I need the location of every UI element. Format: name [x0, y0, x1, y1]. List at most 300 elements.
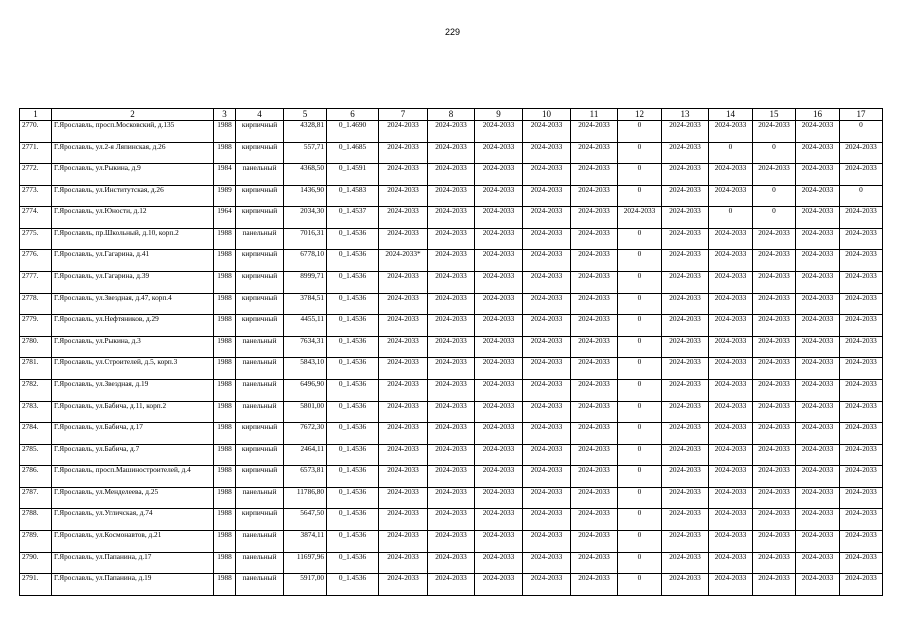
table-cell: 2024-2033 — [662, 142, 709, 164]
column-number-header: 4 — [236, 109, 284, 121]
table-cell: 1988 — [214, 509, 236, 531]
table-cell: Г.Ярославль, ул.Гагарина, д.39 — [52, 272, 214, 294]
table-cell: 1988 — [214, 250, 236, 272]
table-cell: 2024-2033 — [379, 444, 428, 466]
column-number-header: 14 — [709, 109, 753, 121]
table-cell: 7672,30 — [284, 423, 327, 445]
table-cell: 2024-2033 — [840, 272, 883, 294]
table-cell: 2024-2033 — [379, 164, 428, 186]
table-cell: 2024-2033 — [523, 315, 571, 337]
table-cell: 0 — [618, 315, 662, 337]
table-cell: 2024-2033 — [571, 401, 618, 423]
table-cell: Г.Ярославль, ул.Бабича, д.7 — [52, 444, 214, 466]
table-cell: 1436,90 — [284, 185, 327, 207]
table-cell: 2024-2033 — [571, 164, 618, 186]
table-cell: Г.Ярославль, ул.Папанина, д.17 — [52, 552, 214, 574]
table-cell: Г.Ярославль, ул.Институтская, д.26 — [52, 185, 214, 207]
table-cell: 2024-2033 — [475, 164, 523, 186]
table-cell: 2024-2033 — [428, 293, 475, 315]
table-cell: 0_1.4536 — [327, 293, 379, 315]
table-cell: 2024-2033 — [709, 466, 753, 488]
table-row — [20, 272, 883, 294]
table-cell: Г.Ярославль, ул.Рыкина, д.3 — [52, 336, 214, 358]
table-cell: 2024-2033 — [753, 358, 796, 380]
table-cell: 0 — [618, 142, 662, 164]
table-cell: 0 — [840, 185, 883, 207]
table-cell: кирпичный — [236, 272, 284, 294]
table-cell: 2024-2033 — [571, 293, 618, 315]
table-cell: 2024-2033 — [840, 509, 883, 531]
table-cell: 2024-2033 — [840, 315, 883, 337]
table-cell: 2024-2033 — [709, 228, 753, 250]
table-cell: 0_1.4536 — [327, 315, 379, 337]
table-cell: Г.Ярославль, ул.Папанина, д.19 — [52, 574, 214, 596]
table-cell: 2024-2033 — [662, 423, 709, 445]
table-cell: Г.Ярославль, ул.2-я Ляпинская, д.26 — [52, 142, 214, 164]
table-cell: 2024-2033 — [709, 336, 753, 358]
table-cell: 11786,80 — [284, 487, 327, 509]
table-row — [20, 552, 883, 574]
table-cell: 2024-2033 — [571, 272, 618, 294]
table-cell: 2785. — [20, 444, 52, 466]
table-cell: 2778. — [20, 293, 52, 315]
table-cell: 4368,50 — [284, 164, 327, 186]
table-cell: 0 — [753, 207, 796, 229]
table-cell: 0_1.4537 — [327, 207, 379, 229]
table-cell: 2024-2033 — [840, 574, 883, 596]
table-cell: 2024-2033 — [840, 487, 883, 509]
table-cell: 2024-2033 — [379, 466, 428, 488]
table-cell: 2024-2033 — [796, 444, 840, 466]
table-cell: 2024-2033 — [428, 272, 475, 294]
table-cell: 2024-2033 — [379, 487, 428, 509]
table-cell: 3784,51 — [284, 293, 327, 315]
table-cell: 2024-2033 — [753, 250, 796, 272]
table-row — [20, 401, 883, 423]
table-cell: 2024-2033 — [571, 336, 618, 358]
table-cell: 2024-2033 — [571, 574, 618, 596]
table-cell: 2024-2033 — [475, 250, 523, 272]
table-cell: 2024-2033 — [840, 293, 883, 315]
table-cell: 0_1.4536 — [327, 272, 379, 294]
table-cell: 2024-2033 — [796, 552, 840, 574]
table-cell: 0_1.4536 — [327, 487, 379, 509]
table-cell: 6496,90 — [284, 379, 327, 401]
table-cell: 1984 — [214, 164, 236, 186]
table-cell: 7016,31 — [284, 228, 327, 250]
table-cell: 2024-2033 — [379, 228, 428, 250]
table-cell: 2024-2033 — [475, 423, 523, 445]
table-cell: 0 — [618, 552, 662, 574]
column-number-header: 11 — [571, 109, 618, 121]
table-cell: 2024-2033 — [662, 358, 709, 380]
table-cell: 2024-2033 — [753, 444, 796, 466]
table-cell: 2024-2033 — [753, 487, 796, 509]
column-number-header: 15 — [753, 109, 796, 121]
table-cell: 2024-2033 — [709, 293, 753, 315]
table-cell: Г.Ярославль, просп.Московский, д.135 — [52, 121, 214, 143]
column-number-header-row — [20, 109, 883, 121]
table-cell: 2024-2033 — [475, 444, 523, 466]
table-cell: 0 — [618, 358, 662, 380]
table-cell: 2024-2033 — [379, 207, 428, 229]
table-cell: 2024-2033 — [662, 574, 709, 596]
table-cell: 2790. — [20, 552, 52, 574]
table-row — [20, 444, 883, 466]
table-cell: 0 — [618, 250, 662, 272]
table-cell: 2024-2033 — [379, 142, 428, 164]
table-cell: 2024-2033 — [753, 379, 796, 401]
table-cell: 7634,31 — [284, 336, 327, 358]
table-cell: Г.Ярославль, пр.Школьный, д.10, корп.2 — [52, 228, 214, 250]
table-cell: 2024-2033 — [840, 552, 883, 574]
table-cell: 2024-2033 — [709, 315, 753, 337]
table-cell: 0 — [618, 228, 662, 250]
table-cell: кирпичный — [236, 315, 284, 337]
table-cell: 2024-2033* — [379, 250, 428, 272]
table-cell: 2024-2033 — [428, 315, 475, 337]
table-cell: 2024-2033 — [379, 530, 428, 552]
table-row — [20, 207, 883, 229]
table-cell: 2024-2033 — [796, 336, 840, 358]
table-cell: 1988 — [214, 121, 236, 143]
table-cell: Г.Ярославль, ул.Менделеева, д.25 — [52, 487, 214, 509]
table-cell: 2024-2033 — [475, 466, 523, 488]
table-cell: 2024-2033 — [571, 142, 618, 164]
table-cell: 2024-2033 — [475, 185, 523, 207]
table-cell: 2024-2033 — [796, 121, 840, 143]
table-cell: 2024-2033 — [428, 164, 475, 186]
table-cell: 2024-2033 — [840, 358, 883, 380]
table-cell: 0_1.4685 — [327, 142, 379, 164]
table-cell: 2024-2033 — [428, 185, 475, 207]
table-cell: 2024-2033 — [709, 552, 753, 574]
table-cell: панельный — [236, 379, 284, 401]
table-cell: 2024-2033 — [475, 207, 523, 229]
table-cell: 2024-2033 — [709, 272, 753, 294]
table-cell: 2024-2033 — [709, 401, 753, 423]
table-cell: 2024-2033 — [571, 207, 618, 229]
table-cell: 2024-2033 — [475, 379, 523, 401]
table-cell: 0_1.4536 — [327, 423, 379, 445]
table-cell: 2024-2033 — [523, 336, 571, 358]
table-cell: 2024-2033 — [796, 250, 840, 272]
table-cell: 2024-2033 — [662, 272, 709, 294]
table-cell: 2024-2033 — [475, 574, 523, 596]
table-cell: 2024-2033 — [709, 530, 753, 552]
table-cell: 2024-2033 — [428, 228, 475, 250]
table-cell: 2024-2033 — [796, 228, 840, 250]
table-row — [20, 574, 883, 596]
table-cell: 2774. — [20, 207, 52, 229]
table-cell: 1988 — [214, 272, 236, 294]
table-cell: 2777. — [20, 272, 52, 294]
table-cell: Г.Ярославль, ул.Рыкина, д.9 — [52, 164, 214, 186]
table-cell: 2024-2033 — [753, 466, 796, 488]
table-cell: 0_1.4536 — [327, 336, 379, 358]
table-cell: 2024-2033 — [840, 444, 883, 466]
table-row — [20, 228, 883, 250]
table-cell: 2024-2033 — [523, 423, 571, 445]
table-cell: 2024-2033 — [428, 530, 475, 552]
table-cell: 2024-2033 — [796, 530, 840, 552]
table-cell: 2024-2033 — [662, 185, 709, 207]
table-cell: 2024-2033 — [709, 423, 753, 445]
table-cell: 2024-2033 — [662, 552, 709, 574]
table-cell: 2024-2033 — [796, 379, 840, 401]
table-cell: 2024-2033 — [796, 272, 840, 294]
table-cell: 1988 — [214, 142, 236, 164]
table-row — [20, 250, 883, 272]
table-cell: 1989 — [214, 185, 236, 207]
table-body — [20, 109, 883, 596]
table-cell: 2788. — [20, 509, 52, 531]
table-cell: 2024-2033 — [796, 358, 840, 380]
table-cell: 2024-2033 — [379, 121, 428, 143]
table-cell: 0_1.4536 — [327, 228, 379, 250]
table-cell: 2024-2033 — [796, 315, 840, 337]
table-cell: 2024-2033 — [475, 509, 523, 531]
column-number-header: 8 — [428, 109, 475, 121]
table-cell: 2024-2033 — [662, 444, 709, 466]
table-cell: 2024-2033 — [428, 401, 475, 423]
table-cell: 5801,00 — [284, 401, 327, 423]
table-cell: 2024-2033 — [523, 552, 571, 574]
table-cell: 2024-2033 — [753, 530, 796, 552]
table-cell: 2024-2033 — [753, 315, 796, 337]
table-cell: кирпичный — [236, 466, 284, 488]
column-number-header: 12 — [618, 109, 662, 121]
table-row — [20, 487, 883, 509]
table-row — [20, 336, 883, 358]
table-cell: панельный — [236, 530, 284, 552]
column-number-header: 3 — [214, 109, 236, 121]
table-cell: 2024-2033 — [475, 487, 523, 509]
table-cell: 2024-2033 — [428, 509, 475, 531]
table-cell: 0 — [618, 272, 662, 294]
table-cell: 0 — [618, 164, 662, 186]
table-row — [20, 293, 883, 315]
table-row — [20, 358, 883, 380]
table-cell: кирпичный — [236, 207, 284, 229]
table-cell: 2024-2033 — [709, 444, 753, 466]
table-cell: Г.Ярославль, ул.Космонавтов, д.21 — [52, 530, 214, 552]
table-cell: 2024-2033 — [796, 487, 840, 509]
table-cell: 2024-2033 — [709, 358, 753, 380]
table-cell: 2024-2033 — [475, 142, 523, 164]
table-cell: Г.Ярославль, ул.Звездная, д.19 — [52, 379, 214, 401]
table-cell: 2024-2033 — [428, 466, 475, 488]
table-row — [20, 164, 883, 186]
table-cell: 2024-2033 — [523, 444, 571, 466]
column-number-header: 16 — [796, 109, 840, 121]
table-cell: 2024-2033 — [662, 207, 709, 229]
table-cell: 2464,11 — [284, 444, 327, 466]
table-cell: 2024-2033 — [571, 379, 618, 401]
table-cell: 1988 — [214, 228, 236, 250]
table-cell: 8999,71 — [284, 272, 327, 294]
table-cell: 2024-2033 — [840, 164, 883, 186]
table-cell: 2024-2033 — [379, 379, 428, 401]
column-number-header: 7 — [379, 109, 428, 121]
table-cell: 1988 — [214, 401, 236, 423]
table-cell: кирпичный — [236, 509, 284, 531]
table-cell: 2787. — [20, 487, 52, 509]
table-cell: 2024-2033 — [428, 552, 475, 574]
table-cell: 2024-2033 — [571, 358, 618, 380]
table-cell: 2024-2033 — [796, 207, 840, 229]
column-number-header: 9 — [475, 109, 523, 121]
table-cell: 2786. — [20, 466, 52, 488]
table-cell: 0 — [709, 142, 753, 164]
table-cell: 2024-2033 — [475, 401, 523, 423]
table-cell: 0 — [618, 401, 662, 423]
table-cell: 2024-2033 — [379, 552, 428, 574]
table-cell: 2024-2033 — [840, 207, 883, 229]
table-cell: 2024-2033 — [428, 574, 475, 596]
table-cell: 2024-2033 — [662, 401, 709, 423]
table-cell: 0 — [618, 574, 662, 596]
table-cell: 1988 — [214, 530, 236, 552]
table-cell: 2024-2033 — [523, 293, 571, 315]
table-cell: 0 — [618, 121, 662, 143]
table-cell: кирпичный — [236, 423, 284, 445]
table-cell: 2024-2033 — [709, 250, 753, 272]
table-cell: 2775. — [20, 228, 52, 250]
table-cell: 2024-2033 — [475, 228, 523, 250]
table-cell: 1988 — [214, 552, 236, 574]
table-cell: 2789. — [20, 530, 52, 552]
table-cell: 2024-2033 — [753, 164, 796, 186]
column-number-header: 2 — [52, 109, 214, 121]
table-cell: 2024-2033 — [662, 121, 709, 143]
table-cell: 0_1.4591 — [327, 164, 379, 186]
table-cell: 2024-2033 — [379, 401, 428, 423]
table-cell: 2034,30 — [284, 207, 327, 229]
table-cell: 2024-2033 — [428, 207, 475, 229]
table-cell: 0_1.4536 — [327, 401, 379, 423]
table-cell: 0 — [618, 530, 662, 552]
table-cell: 2773. — [20, 185, 52, 207]
table-cell: 1988 — [214, 315, 236, 337]
table-cell: 0_1.4536 — [327, 552, 379, 574]
table-cell: 2024-2033 — [475, 530, 523, 552]
table-cell: 2024-2033 — [662, 379, 709, 401]
table-cell: Г.Ярославль, ул.Гагарина, д.41 — [52, 250, 214, 272]
table-cell: кирпичный — [236, 250, 284, 272]
table-cell: 0 — [753, 142, 796, 164]
table-cell: 0_1.4536 — [327, 444, 379, 466]
table-cell: 2024-2033 — [796, 401, 840, 423]
table-cell: 2024-2033 — [475, 336, 523, 358]
table-cell: панельный — [236, 358, 284, 380]
table-row — [20, 466, 883, 488]
table-cell: Г.Ярославль, ул.Угличская, д.74 — [52, 509, 214, 531]
table-cell: панельный — [236, 164, 284, 186]
table-cell: 2024-2033 — [753, 336, 796, 358]
table-cell: 2024-2033 — [523, 509, 571, 531]
table-cell: 2024-2033 — [379, 293, 428, 315]
table-cell: 2024-2033 — [796, 293, 840, 315]
table-cell: 2024-2033 — [428, 444, 475, 466]
table-cell: 2024-2033 — [475, 121, 523, 143]
table-cell: 2024-2033 — [523, 379, 571, 401]
table-cell: Г.Ярославль, ул.Звездная, д.47, корп.4 — [52, 293, 214, 315]
table-cell: 2024-2033 — [379, 185, 428, 207]
table-cell: 2772. — [20, 164, 52, 186]
table-cell: 2024-2033 — [662, 293, 709, 315]
table-cell: 2024-2033 — [571, 185, 618, 207]
table-cell: 2024-2033 — [840, 250, 883, 272]
table-cell: 2784. — [20, 423, 52, 445]
table-row — [20, 142, 883, 164]
table-cell: 0 — [618, 379, 662, 401]
table-cell: 2791. — [20, 574, 52, 596]
table-row — [20, 315, 883, 337]
table-row — [20, 509, 883, 531]
table-cell: 0 — [618, 423, 662, 445]
table-cell: 5917,00 — [284, 574, 327, 596]
table-cell: 2024-2033 — [523, 121, 571, 143]
table-cell: 0 — [618, 509, 662, 531]
table-cell: 2024-2033 — [523, 358, 571, 380]
table-cell: 2024-2033 — [840, 423, 883, 445]
table-row — [20, 530, 883, 552]
table-cell: 2024-2033 — [523, 401, 571, 423]
table-cell: 2024-2033 — [379, 358, 428, 380]
table-cell: 2024-2033 — [523, 185, 571, 207]
table-cell: 2024-2033 — [571, 466, 618, 488]
table-cell: 2024-2033 — [428, 358, 475, 380]
table-cell: 2024-2033 — [523, 574, 571, 596]
table-cell: 2024-2033 — [662, 315, 709, 337]
table-cell: 2024-2033 — [571, 444, 618, 466]
table-cell: 1988 — [214, 444, 236, 466]
table-cell: 1988 — [214, 379, 236, 401]
table-cell: 2024-2033 — [571, 509, 618, 531]
table-cell: 2024-2033 — [796, 509, 840, 531]
table-cell: 0_1.4536 — [327, 250, 379, 272]
column-number-header: 5 — [284, 109, 327, 121]
table-cell: Г.Ярославль, ул.Нефтяников, д.29 — [52, 315, 214, 337]
table-cell: 4328,81 — [284, 121, 327, 143]
table-cell: 2024-2033 — [428, 336, 475, 358]
table-cell: 0 — [618, 336, 662, 358]
table-cell: 2024-2033 — [428, 379, 475, 401]
table-cell: 2024-2033 — [571, 423, 618, 445]
table-cell: 2024-2033 — [840, 466, 883, 488]
table-cell: 2024-2033 — [428, 250, 475, 272]
table-cell: 2024-2033 — [840, 530, 883, 552]
table-cell: 2024-2033 — [571, 552, 618, 574]
table-cell: 2024-2033 — [379, 272, 428, 294]
table-cell: 11697,96 — [284, 552, 327, 574]
table-cell: 1964 — [214, 207, 236, 229]
table-cell: 2024-2033 — [753, 121, 796, 143]
table-cell: 2024-2033 — [428, 142, 475, 164]
table-cell: 5647,50 — [284, 509, 327, 531]
table-cell: 2771. — [20, 142, 52, 164]
table-cell: 2024-2033 — [475, 552, 523, 574]
table-cell: 2780. — [20, 336, 52, 358]
table-cell: 2024-2033 — [753, 423, 796, 445]
table-cell: 2024-2033 — [709, 379, 753, 401]
table-cell: 0 — [840, 121, 883, 143]
table-cell: 0 — [753, 185, 796, 207]
table-cell: 2781. — [20, 358, 52, 380]
column-number-header: 13 — [662, 109, 709, 121]
table-cell: 2024-2033 — [840, 379, 883, 401]
